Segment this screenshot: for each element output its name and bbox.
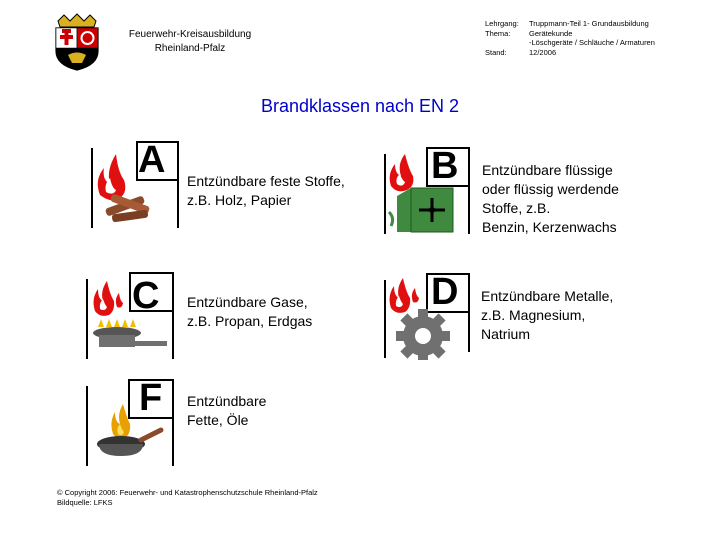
class-c-letter: C xyxy=(132,275,160,317)
organization-name: Feuerwehr-Kreisausbildung Rheinland-Pfalz xyxy=(128,29,252,54)
class-b-letter: B xyxy=(431,145,459,187)
footer-copyright: © Copyright 2006: Feuerwehr- und Katastrophenschutzschule Rheinland-Pfalz Bildquelle: LFKS xyxy=(57,488,318,507)
fire-class-c-icon xyxy=(85,271,175,361)
fire-class-a-icon xyxy=(90,140,180,230)
coat-of-arms-logo xyxy=(52,13,102,71)
class-f-letter: F xyxy=(139,377,163,419)
page-title: Brandklassen nach EN 2 xyxy=(260,96,460,116)
class-a-letter: A xyxy=(138,139,166,181)
class-f-description: Entzündbare Fette, Öle xyxy=(187,393,267,428)
class-d-description: Entzündbare Metalle, z.B. Magnesium, Natrium xyxy=(481,288,614,342)
class-a-description: Entzündbare feste Stoffe, z.B. Holz, Papier xyxy=(187,173,345,208)
class-b-description: Entzündbare flüssige oder flüssig werdende Stoffe, z.B. Benzin, Kerzenwachs xyxy=(482,162,619,235)
course-meta: Lehrgang: Truppmann-Teil 1- Grundausbildung Thema: Gerätekunde -Löschgeräte / Schläuche / Armaturen Stand: 12/2006 xyxy=(485,19,655,57)
class-d-letter: D xyxy=(431,271,459,313)
class-c-description: Entzündbare Gase, z.B. Propan, Erdgas xyxy=(187,294,313,329)
